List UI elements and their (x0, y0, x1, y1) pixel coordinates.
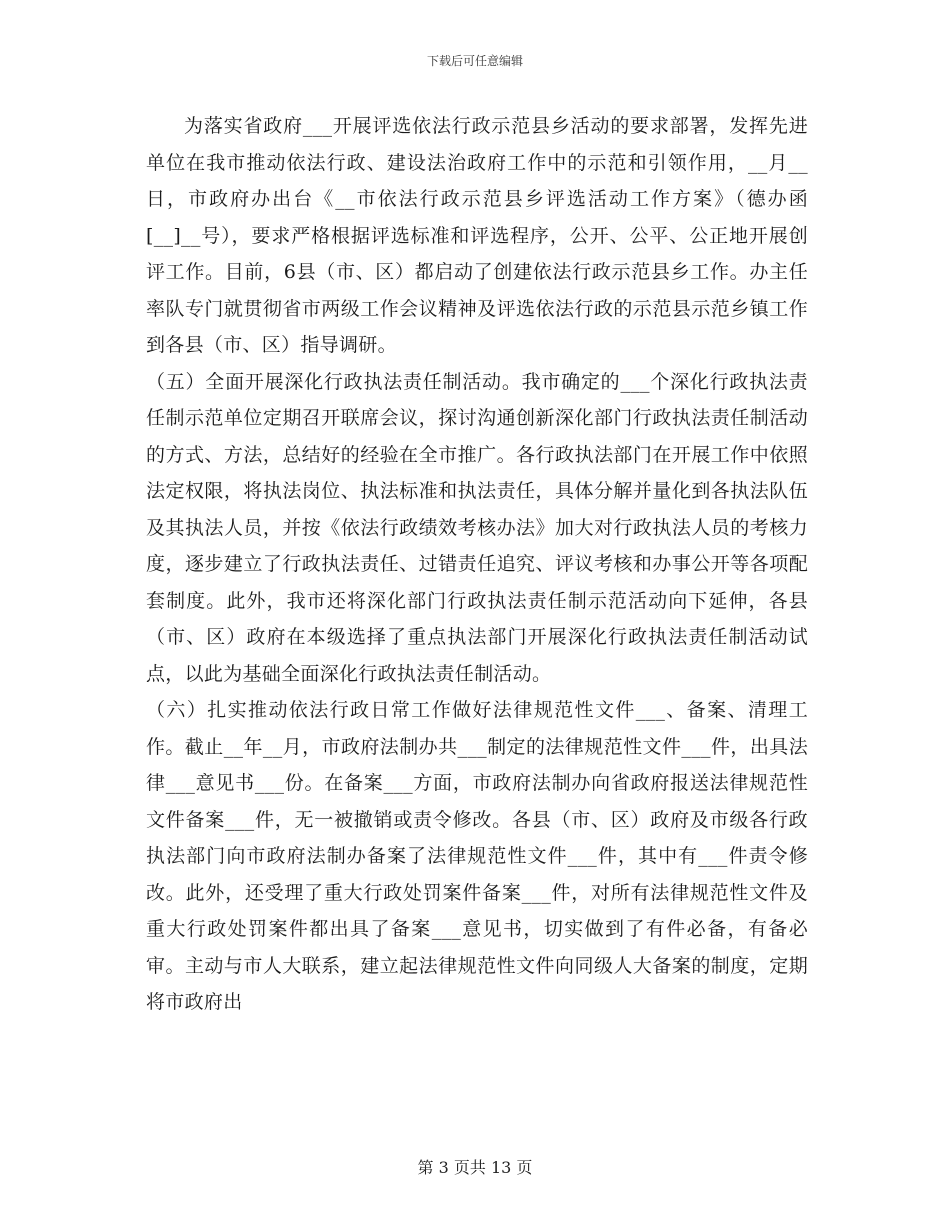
document-body (146, 108, 808, 1021)
paragraph-2: （五）全面开展深化行政执法责任制活动。我市确定的___个深化行政执法责任制示范单位定期召开联席会议，探讨沟通创新深化部门行政执法责任制活动的方式、方法，总结好的经验在全市推广。各行政执法部门在开展工作中依照法定权限，将执法岗位、执法标准和执法责任，具体分解并量化到各执法队伍及其执法人员，并按《依法行政绩效考核办法》加大对行政执法人员的考核力度，逐步建立了行政执法责任、过错责任追究、评议考核和办事公开等各项配套制度。此外，我市还将深化部门行政执法责任制示范活动向下延伸，各县（市、区）政府在本级选择了重点执法部门开展深化行政执法责任制活动试点，以此为基础全面深化行政执法责任制活动。 (146, 370, 808, 685)
page-header: 下载后可任意编辑 (426, 54, 523, 68)
page-footer: 第 3 页共 13 页 (417, 1158, 533, 1177)
paragraph-3: （六）扎实推动依法行政日常工作做好法律规范性文件___、备案、清理工作。截止__年__月，市政府法制办共___制定的法律规范性文件___件，出具法律___意见书___份。在备案___方面，市政府法制办向省政府报送法律规范性文件备案___件，无一被撤销或责令修改。各县（市、区）政府及市级各行政执法部门向市政府法制办备案了法律规范性文件___件，其中有___件责令修改。此外，还受理了重大行政处罚案件备案___件，对所有法律规范性文件及重大行政处罚案件都出具了备案___意见书，切实做到了有件必备，有备必审。主动与市人大联系，建立起法律规范性文件向同级人大备案的制度，定期将市政府出 (146, 699, 808, 1013)
paragraph-1: 为落实省政府___开展评选依法行政示范县乡活动的要求部署，发挥先进单位在我市推动依法行政、建设法治政府工作中的示范和引领作用，__月__日，市政府办出台《__市依法行政示范县乡评选活动工作方案》（德办函[__]__号），要求严格根据评选标准和评选程序，公开、公平、公正地开展创评工作。目前，6县（市、区）都启动了创建依法行政示范县乡工作。办主任率队专门就贯彻省市两级工作会议精神及评选依法行政的示范县示范乡镇工作到各县（市、区）指导调研。 (146, 115, 808, 356)
